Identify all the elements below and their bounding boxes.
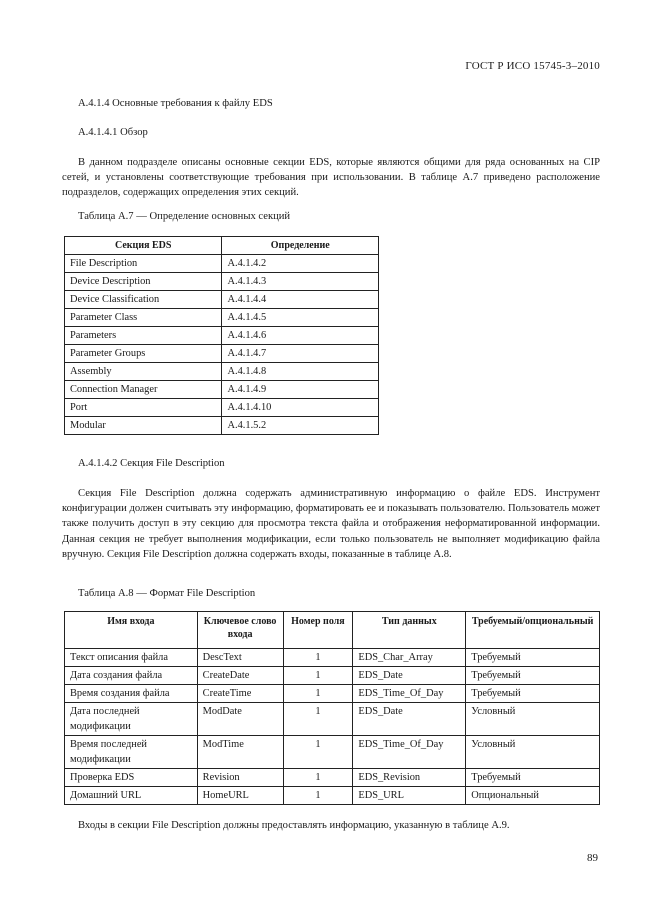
table-cell: Revision	[197, 769, 283, 787]
table-cell: File Description	[65, 255, 222, 273]
table-cell: Время создания файла	[65, 685, 198, 703]
table-a8	[64, 611, 600, 805]
table-header-row	[65, 612, 600, 649]
section-heading-a4-1-4-2: А.4.1.4.2 Секция File Description	[78, 458, 225, 469]
table-row	[65, 363, 379, 381]
table-cell: EDS_Time_Of_Day	[353, 685, 466, 703]
table-cell: EDS_Date	[353, 703, 466, 736]
table-a7	[64, 236, 379, 435]
table-cell: Parameters	[65, 327, 222, 345]
table-cell: Parameter Class	[65, 309, 222, 327]
table-cell: А.4.1.4.3	[222, 273, 379, 291]
table-cell: А.4.1.4.8	[222, 363, 379, 381]
file-description-paragraph: Секция File Description должна содержать административную информацию о файле EDS. Инструмент конфигурации должен считывать эту информацию, форматировать ее и показывать пользователю. Пользователь может также получить доступ в эту секцию для просмотра текста файла и отображения неформатированной информации. Данная секция не требует выполнения модификации, если только пользователь не выполняет модификацию файла вручную. Секция File Description должна содержать входы, показанные в таблице А.8.	[62, 488, 600, 560]
table-row	[65, 417, 379, 435]
table-row	[65, 649, 600, 667]
table-cell: А.4.1.4.4	[222, 291, 379, 309]
table-cell: CreateTime	[197, 685, 283, 703]
table-cell: Требуемый	[466, 667, 600, 685]
table-row	[65, 327, 379, 345]
table-cell: Device Classification	[65, 291, 222, 309]
table-cell: 1	[283, 685, 353, 703]
table-a8-caption: Таблица А.8 — Формат File Description	[78, 588, 256, 599]
table-cell: А.4.1.4.7	[222, 345, 379, 363]
column-header: Тип данных	[353, 612, 466, 649]
section-heading-a4-1-4-1: А.4.1.4.1 Обзор	[78, 127, 148, 138]
table-row	[65, 381, 379, 399]
table-cell: ModDate	[197, 703, 283, 736]
table-row	[65, 273, 379, 291]
table-cell: Время последней модификации	[65, 736, 198, 769]
column-header: Секция EDS	[65, 237, 222, 255]
table-cell: Connection Manager	[65, 381, 222, 399]
table-cell: 1	[283, 649, 353, 667]
table-cell: 1	[283, 703, 353, 736]
overview-paragraph: В данном подразделе описаны основные секции EDS, которые являются общими для ряда основанных на CIP сетей, и установлены соответствующие требования при использовании. В таблице А.7 приведено расположение подразделов, содержащих определения этих секций.	[62, 157, 600, 199]
table-cell: Дата последней модификации	[65, 703, 198, 736]
table-cell: А.4.1.4.5	[222, 309, 379, 327]
table-cell: А.4.1.4.2	[222, 255, 379, 273]
table-cell: 1	[283, 769, 353, 787]
table-cell: EDS_Revision	[353, 769, 466, 787]
table-cell: Port	[65, 399, 222, 417]
table-cell: Parameter Groups	[65, 345, 222, 363]
table-cell: ModTime	[197, 736, 283, 769]
table-row	[65, 399, 379, 417]
table-cell: Опциональный	[466, 787, 600, 805]
table-cell: EDS_URL	[353, 787, 466, 805]
table-row	[65, 769, 600, 787]
table-cell: DescText	[197, 649, 283, 667]
table-a7-caption: Таблица А.7 — Определение основных секций	[78, 211, 291, 222]
table-row	[65, 703, 600, 736]
table-row	[65, 309, 379, 327]
table-cell: Требуемый	[466, 769, 600, 787]
table-cell: Домашний URL	[65, 787, 198, 805]
table-row	[65, 345, 379, 363]
table-row	[65, 255, 379, 273]
table-cell: А.4.1.4.6	[222, 327, 379, 345]
table-row	[65, 736, 600, 769]
table-cell: HomeURL	[197, 787, 283, 805]
table-cell: А.4.1.4.10	[222, 399, 379, 417]
table-cell: Условный	[466, 736, 600, 769]
table-row	[65, 667, 600, 685]
column-header: Имя входа	[65, 612, 198, 649]
column-header: Требуемый/опциональный	[466, 612, 600, 649]
table-cell: 1	[283, 787, 353, 805]
page-number: 89	[587, 852, 598, 864]
column-header: Номер поля	[283, 612, 353, 649]
table-cell: EDS_Time_Of_Day	[353, 736, 466, 769]
closing-paragraph: Входы в секции File Description должны предоставлять информацию, указанную в таблице А.9.	[78, 820, 510, 831]
table-cell: Device Description	[65, 273, 222, 291]
table-cell: А.4.1.4.9	[222, 381, 379, 399]
table-cell: Дата создания файла	[65, 667, 198, 685]
table-cell: CreateDate	[197, 667, 283, 685]
table-row	[65, 787, 600, 805]
table-row	[65, 685, 600, 703]
table-cell: EDS_Char_Array	[353, 649, 466, 667]
column-header: Определение	[222, 237, 379, 255]
table-cell: 1	[283, 667, 353, 685]
table-cell: Assembly	[65, 363, 222, 381]
table-cell: Проверка EDS	[65, 769, 198, 787]
section-heading-a4-1-4: А.4.1.4 Основные требования к файлу EDS	[78, 98, 273, 109]
table-cell: 1	[283, 736, 353, 769]
table-cell: Modular	[65, 417, 222, 435]
table-cell: Требуемый	[466, 685, 600, 703]
table-cell: EDS_Date	[353, 667, 466, 685]
table-cell: Текст описания файла	[65, 649, 198, 667]
table-cell: Условный	[466, 703, 600, 736]
table-cell: Требуемый	[466, 649, 600, 667]
column-header: Ключевое слово входа	[197, 612, 283, 649]
table-header-row	[65, 237, 379, 255]
document-header: ГОСТ Р ИСО 15745-3–2010	[465, 60, 600, 72]
table-row	[65, 291, 379, 309]
table-cell: А.4.1.5.2	[222, 417, 379, 435]
